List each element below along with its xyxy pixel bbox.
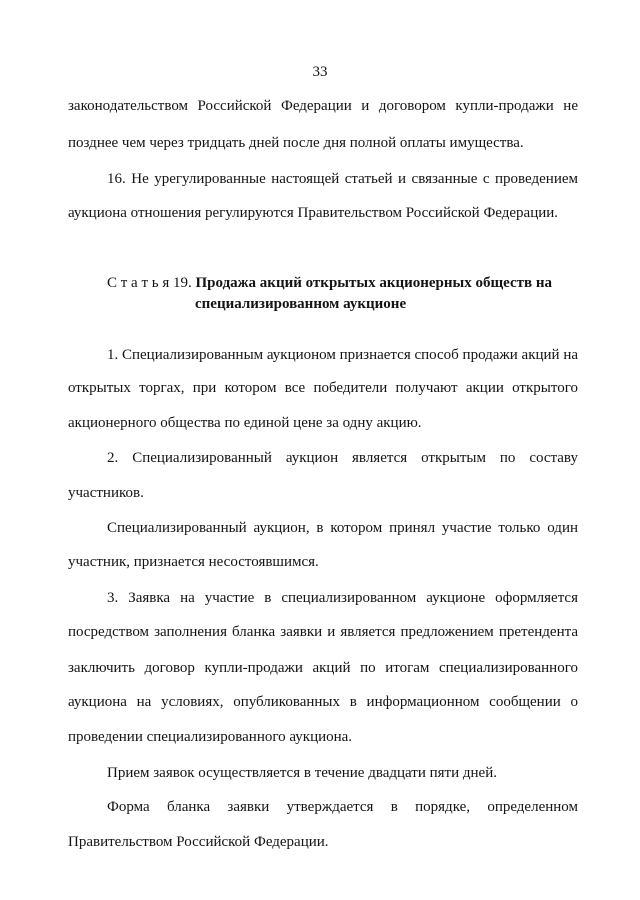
text-line: позднее чем через тридцать дней после дня полной оплаты имущества.: [68, 135, 524, 151]
text-line: аукциона отношения регулируются Правительством Российской Федерации.: [68, 205, 559, 221]
text-line: посредством заполнения бланка заявки и является предложением претендента: [68, 624, 578, 640]
article-heading-line: [107, 273, 552, 293]
text-line: участников.: [68, 485, 144, 501]
article-title: специализированном аукционе: [195, 296, 407, 312]
text-line: законодательством Российской Федерации и договором купли-продажи не: [68, 98, 578, 114]
article-label: С т а т ь я 19.: [107, 275, 192, 291]
text-line: 1. Специализированным аукционом признается способ продажи акций на: [107, 347, 579, 363]
text-line: 2. Специализированный аукцион является открытым по составу: [107, 450, 578, 466]
article-title: Продажа акций открытых акционерных обществ на: [195, 275, 553, 291]
text-line: Прием заявок осуществляется в течение двадцати пяти дней.: [107, 765, 497, 781]
text-line: проведении специализированного аукциона.: [68, 729, 353, 745]
text-line: Форма бланка заявки утверждается в порядке, определенном: [107, 799, 578, 815]
text-line: Правительством Российской Федерации.: [68, 834, 329, 850]
text-line: аукциона на условиях, опубликованных в информационном сообщении о: [68, 694, 578, 710]
text-line: 3. Заявка на участие в специализированном аукционе оформляется: [107, 590, 578, 606]
text-line: Специализированный аукцион, в котором принял участие только один: [107, 520, 578, 536]
page-number: 33: [312, 64, 328, 80]
text-line: участник, признается несостоявшимся.: [68, 554, 319, 570]
text-line: заключить договор купли-продажи акций по итогам специализированного: [68, 660, 578, 676]
text-line: открытых торгах, при котором все победители получают акции открытого: [68, 380, 578, 396]
text-line: 16. Не урегулированные настоящей статьей и связанные с проведением: [107, 171, 578, 187]
text-line: акционерного общества по единой цене за одну акцию.: [68, 415, 422, 431]
